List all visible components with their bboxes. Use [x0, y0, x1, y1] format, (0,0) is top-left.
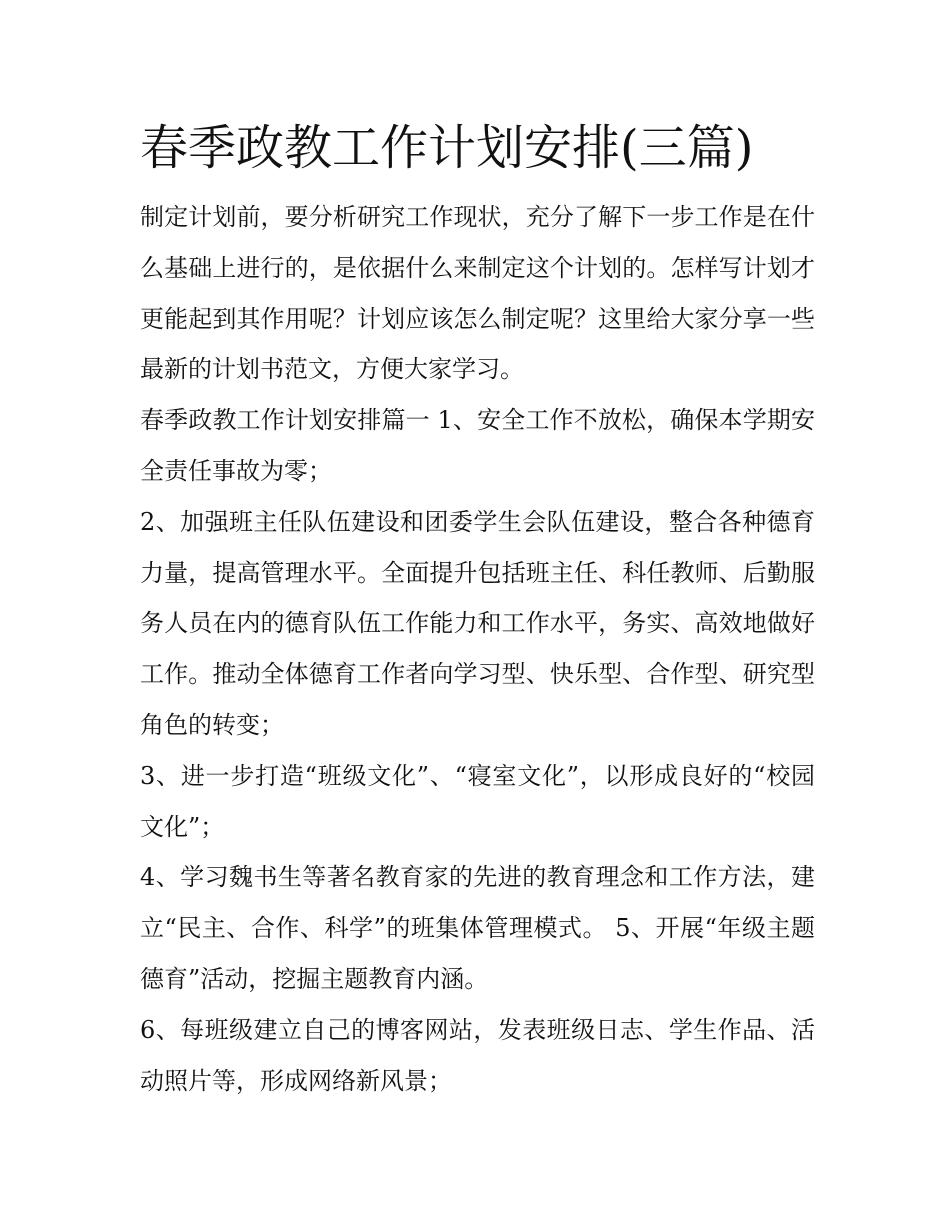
document-title: 春季政教工作计划安排(三篇): [140, 120, 754, 176]
paragraph-item-2: 2、加强班主任队伍建设和团委学生会队伍建设，整合各种德育力量，提高管理水平。全面提升包括班主任、科任教师、后勤服务人员在内的德育队伍工作能力和工作水平，务实、高效地做好工作。推动全体德育工作者向学习型、快乐型、合作型、研究型角色的转变；: [140, 507, 815, 739]
paragraph-section-one-item-1: 春季政教工作计划安排篇一 1、安全工作不放松，确保本学期安全责任事故为零；: [140, 406, 815, 485]
paragraph-item-6: 6、每班级建立自己的博客网站，发表班级日志、学生作品、活动照片等，形成网络新风景；: [140, 1015, 815, 1095]
document-body: [140, 112, 815, 1106]
paragraph-item-4-5: 4、学习魏书生等著名教育家的先进的教育理念和工作方法，建立“民主、合作、科学”的班集体管理模式。 5、开展“年级主题德育”活动，挖掘主题教育内涵。: [140, 863, 815, 993]
paragraph-item-3: 3、进一步打造“班级文化”、“寝室文化”，以形成良好的“校园文化”；: [140, 761, 815, 841]
paragraph-intro: 制定计划前，要分析研究工作现状，充分了解下一步工作是在什么基础上进行的，是依据什么来制定这个计划的。怎样写计划才更能起到其作用呢？计划应该怎么制定呢？这里给大家分享一些最新的计划书范文，方便大家学习。: [140, 203, 815, 384]
